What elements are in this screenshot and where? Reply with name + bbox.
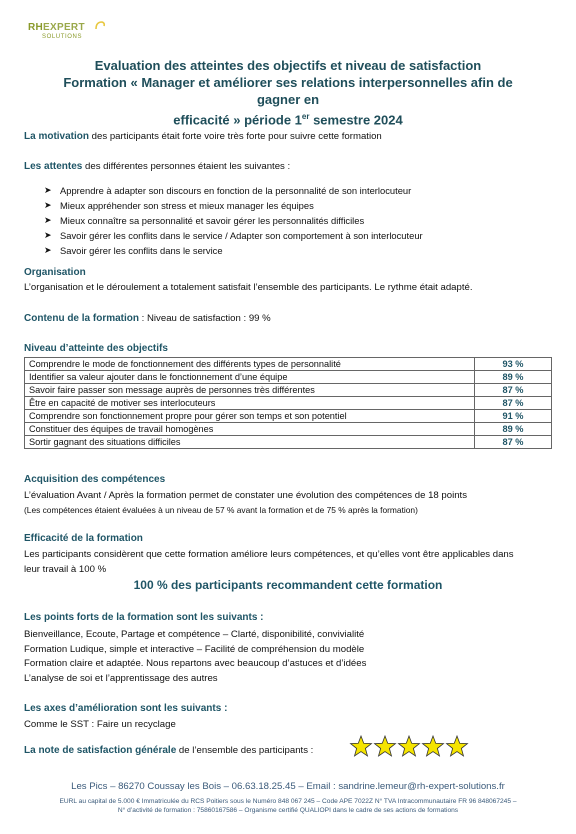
title-line-1: Evaluation des atteintes des objectifs et niveau de satisfaction [94,58,482,73]
title-line-3: efficacité » période 1er semestre 2024 [173,112,403,128]
efficacite-text-1: Les participants considèrent que cette formation améliore leurs compétences, et qu’elles vont être applicables dans [24,549,514,560]
table-row [25,371,552,384]
star-icon [423,736,444,756]
arrow-bullet-icon: ➤ [44,215,52,225]
star-icon [351,736,372,756]
list-item: ➤ Savoir gérer les conflits dans le service [44,245,223,256]
organisation-text: L’organisation et le déroulement a totalement satisfait l’ensemble des participants. Le rythme était adapté. [24,282,473,293]
objective-label: Comprendre son fonctionnement propre pour gérer son temps et son potentiel [25,410,475,423]
objective-score: 89 % [475,423,552,436]
niveau-heading: Niveau d’atteinte des objectifs [24,343,168,354]
list-item: Formation claire et adaptée. Nous repartons avec beaucoup d’astuces et d’idées [24,658,367,669]
rating-stars [349,733,469,761]
star-icon [399,736,420,756]
footer-contact: Les Pics – 86270 Coussay les Bois – 06.63.18.25.45 – Email : sandrine.lemeur@rh-expert-solutions.fr [71,781,505,792]
logo-swirl-icon [94,20,106,32]
contenu-section [24,313,554,325]
motivation-text: des participants était forte voire très forte pour suivre cette formation [89,131,382,142]
objective-score: 87 % [475,436,552,449]
note-section [24,745,554,757]
table-row [25,410,552,423]
objective-label: Être en capacité de motiver ses interlocuteurs [25,397,475,410]
table-row [25,358,552,371]
efficacite-section [24,533,554,576]
efficacite-text-2: leur travail à 100 % [24,564,107,575]
arrow-bullet-icon: ➤ [44,230,52,240]
objective-score: 87 % [475,384,552,397]
title-line-2: Formation « Manager et améliorer ses relations interpersonnelles afin de gagner en [63,75,513,107]
objective-score: 89 % [475,371,552,384]
logo-tagline: SOLUTIONS [42,34,83,40]
footer-legal [20,797,556,815]
objective-label: Sortir gagnant des situations difficiles [25,436,475,449]
footer-legal-line-1: EURL au capital de 5.000 € Immatriculée du RCS Poitiers sous le Numéro 848 067 245 – Code APE 7022Z N° TVA Intracommunautaire FR 96 848067245 – [59,798,517,805]
acquisition-heading: Acquisition des compétences [24,474,166,485]
arrow-bullet-icon: ➤ [44,245,52,255]
arrow-bullet-icon: ➤ [44,200,52,210]
list-item: ➤ Mieux connaître sa personnalité et savoir gérer les personnalités difficiles [44,215,365,226]
document-title [40,57,536,128]
objective-score: 87 % [475,397,552,410]
star-rating-icon [349,733,469,761]
contenu-heading: Contenu de la formation [24,313,139,324]
objective-label: Comprendre le mode de fonctionnement des différents types de personnalité [25,358,475,371]
table-row [25,436,552,449]
table-row [25,397,552,410]
points-forts-heading: Les points forts de la formation sont les suivants : [24,612,264,623]
list-item: ➤ Savoir gérer les conflits dans le service / Adapter son comportement à son interlocuteur [44,230,423,241]
motivation-heading: La motivation [24,131,90,142]
acquisition-text: L’évaluation Avant / Après la formation permet de constater une évolution des compétences de 18 points [24,490,468,501]
motivation-section [24,131,554,143]
table-row [25,384,552,397]
axes-text: Comme le SST : Faire un recyclage [24,719,176,730]
star-icon [375,736,396,756]
note-heading: La note de satisfaction générale [24,745,177,756]
list-item: Formation Ludique, simple et interactive – Facilité de compréhension du modèle [24,643,365,655]
objective-label: Savoir faire passer son message auprès de personnes très différentes [25,384,475,397]
efficacite-heading: Efficacité de la formation [24,533,143,544]
star-icon [447,736,468,756]
contenu-text: : Niveau de satisfaction : 99 % [139,313,271,324]
note-text: de l’ensemble des participants : [176,745,314,756]
objectives-table [24,357,552,449]
table-row [25,423,552,436]
company-logo [28,22,108,48]
attentes-text: des différentes personnes étaient les suivantes : [82,161,291,172]
attentes-section [24,161,554,173]
organisation-heading: Organisation [24,267,86,278]
points-forts-section [24,612,554,686]
attentes-heading: Les attentes [24,161,83,172]
organisation-section [24,267,554,294]
list-item: L’analyse de soi et l’apprentissage des autres [24,672,218,684]
footer-legal-line-2: N° d’activité de formation : 75860167586 – Organisme certifié QUALIOPI dans le cadre de ses actions de formations [117,807,459,814]
arrow-bullet-icon: ➤ [44,185,52,195]
niveau-section [24,343,554,355]
attentes-list [44,183,524,258]
list-item: Bienveillance, Ecoute, Partage et compétence – Clarté, disponibilité, convivialité [24,629,365,640]
acquisition-note: (Les compétences étaient évaluées à un niveau de 57 % avant la formation et de 75 % après la formation) [24,505,418,515]
objective-label: Constituer des équipes de travail homogènes [25,423,475,436]
axes-section [24,703,554,731]
logo-wordmark: RHEXPERT [28,22,85,33]
objective-score: 91 % [475,410,552,423]
axes-heading: Les axes d’amélioration sont les suivants : [24,703,228,714]
list-item: ➤ Apprendre à adapter son discours en fonction de la personnalité de son interlocuteur [44,185,412,196]
objective-label: Identifier sa valeur ajouter dans le fonctionnement d’une équipe [25,371,475,384]
acquisition-section [24,474,554,516]
recommendation-statement: 100 % des participants recommandent cette formation [133,578,443,592]
list-item: ➤ Mieux appréhender son stress et mieux manager les équipes [44,200,314,211]
objective-score: 93 % [475,358,552,371]
